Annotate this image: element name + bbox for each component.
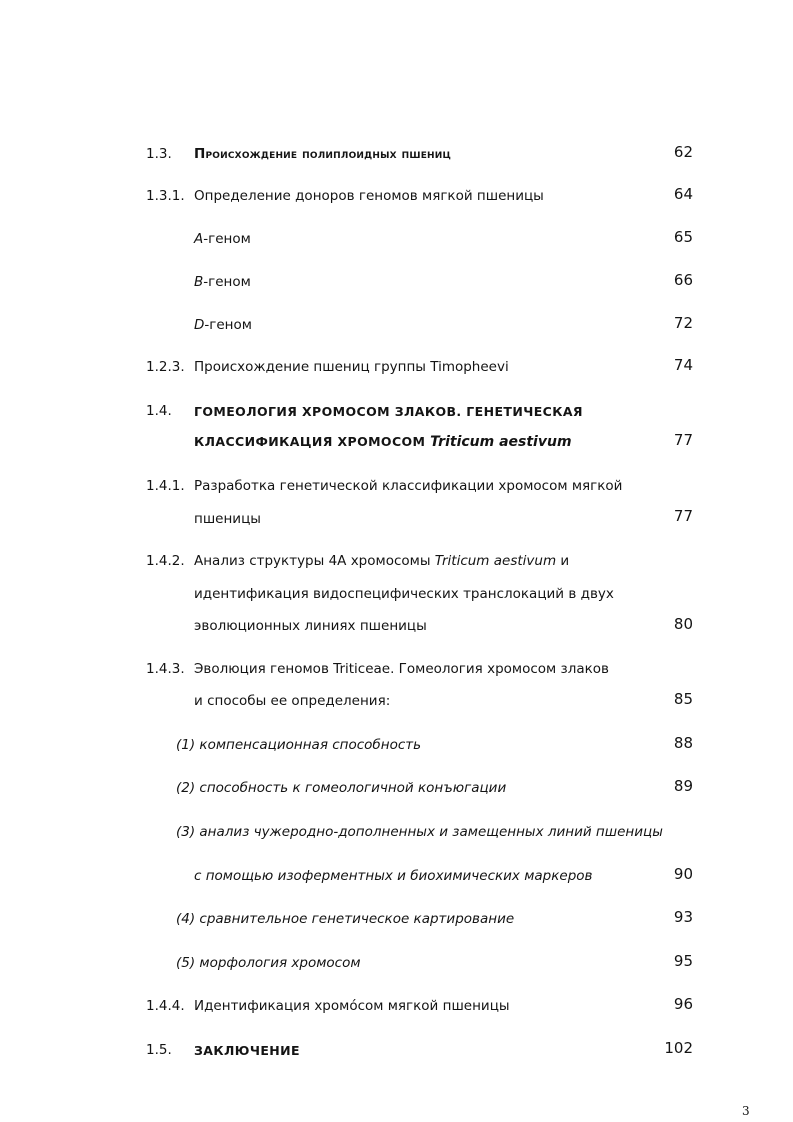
toc-page-number: 93: [673, 908, 693, 926]
genome-letter: B: [194, 274, 204, 290]
toc-page-number: 64: [673, 185, 693, 203]
genome-letter: D: [194, 317, 205, 333]
toc-subentry: [194, 316, 252, 334]
toc-subentry: (4) сравнительное генетическое картирование: [176, 911, 515, 927]
toc-title-line2: и способы ее определения:: [194, 693, 391, 709]
toc-number: 1.4.3.: [146, 661, 185, 677]
toc-page-number: 65: [673, 228, 693, 246]
toc-subentry: (2) способность к гомеологичной конъюгации: [176, 780, 507, 796]
toc-heading: ЗАКЛЮЧЕНИЕ: [194, 1043, 300, 1058]
toc-title-line1: [194, 552, 569, 570]
toc-subentry-line1: (3) анализ чужеродно-дополненных и замещенных линий пшеницы: [176, 824, 663, 840]
toc-title-line2: пшеницы: [194, 511, 261, 527]
toc-title-line2: идентификация видоспецифических транслокаций в двух: [194, 586, 614, 602]
species-name: Triticum aestivum: [430, 434, 572, 450]
toc-page-number: 85: [673, 690, 693, 708]
toc-title: Идентификация хромóсом мягкой пшеницы: [194, 998, 510, 1014]
toc-number: 1.2.3.: [146, 359, 185, 375]
footer-page-number: 3: [742, 1104, 750, 1118]
toc-subentry-line2: с помощью изоферментных и биохимических маркеров: [194, 868, 593, 884]
toc-page-number: 102: [664, 1039, 693, 1057]
toc-page-number: 74: [673, 356, 693, 374]
toc-page-number: 89: [673, 777, 693, 795]
genome-suffix: -геном: [203, 274, 251, 290]
toc-subentry: (5) морфология хромосом: [176, 955, 361, 971]
toc-subentry: [194, 230, 251, 248]
toc-subentry: [194, 273, 251, 291]
toc-number: 1.4.: [146, 403, 172, 419]
toc-page-number: 77: [673, 431, 693, 449]
toc-number: 1.3.1.: [146, 188, 185, 204]
toc-page-number: 96: [673, 995, 693, 1013]
toc-page-number: 66: [673, 271, 693, 289]
toc-number: 1.5.: [146, 1042, 172, 1058]
toc-heading-line2: [194, 433, 572, 451]
title-part: Анализ структуры 4А хромосомы: [194, 553, 435, 569]
toc-number: 1.4.1.: [146, 478, 185, 494]
species-name: Triticum aestivum: [434, 553, 557, 569]
toc-title-line3: эволюционных линиях пшеницы: [194, 618, 427, 634]
toc-subentry: (1) компенсационная способность: [176, 737, 422, 753]
toc-title-line1: Эволюция геномов Triticeae. Гомеология хромосом злаков: [194, 661, 609, 677]
toc-title: Определение доноров геномов мягкой пшеницы: [194, 188, 544, 204]
toc-title: Происхождение пшениц группы Timopheevi: [194, 359, 509, 375]
toc-title-line1: Разработка генетической классификации хромосом мягкой: [194, 478, 623, 494]
genome-suffix: -геном: [204, 317, 252, 333]
heading-prefix: КЛАССИФИКАЦИЯ ХРОМОСОМ: [194, 434, 431, 449]
toc-number: 1.4.2.: [146, 553, 185, 569]
toc-page-number: 77: [673, 507, 693, 525]
toc-heading: Происхождение полиплоидных пшениц: [194, 146, 452, 162]
title-part: и: [556, 553, 570, 569]
toc-page-number: 62: [673, 143, 693, 161]
toc-page-number: 80: [673, 615, 693, 633]
toc-page-number: 72: [673, 314, 693, 332]
toc-number: 1.3.: [146, 146, 172, 162]
genome-letter: A: [194, 231, 204, 247]
toc-page-number: 90: [673, 865, 693, 883]
toc-page-number: 88: [673, 734, 693, 752]
genome-suffix: -геном: [203, 231, 251, 247]
toc-heading-line1: ГОМЕОЛОГИЯ ХРОМОСОМ ЗЛАКОВ. ГЕНЕТИЧЕСКАЯ: [194, 404, 583, 419]
toc-page-number: 95: [673, 952, 693, 970]
toc-number: 1.4.4.: [146, 998, 185, 1014]
